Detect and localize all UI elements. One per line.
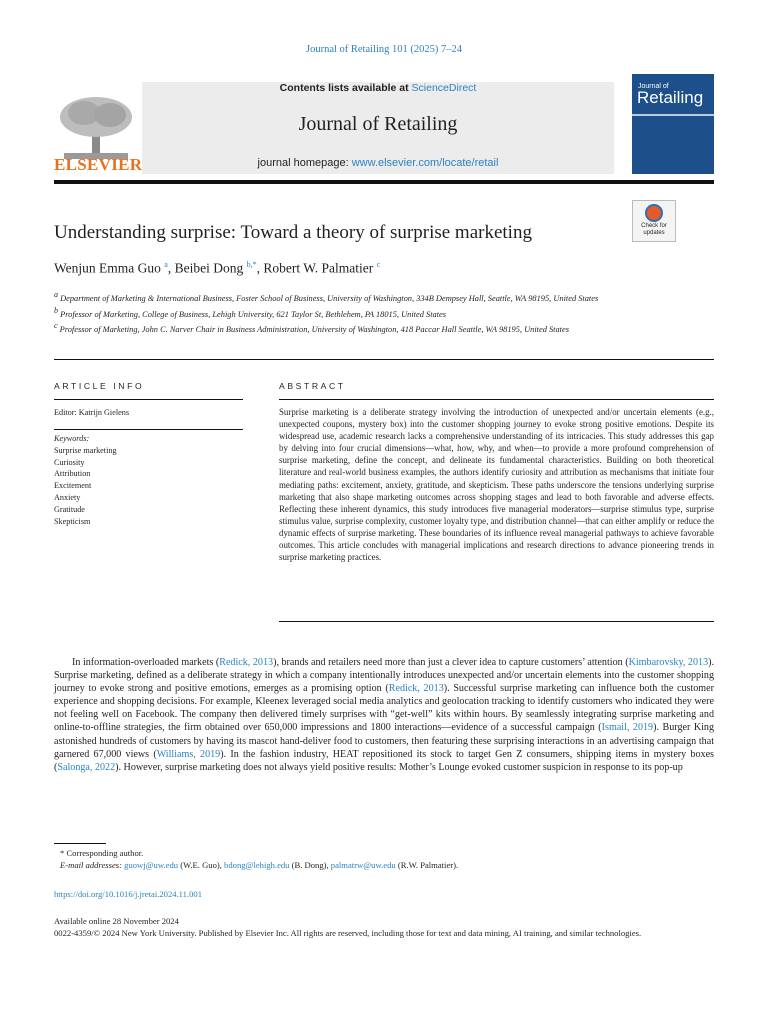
citation-link[interactable]: Redick, 2013 — [388, 683, 444, 695]
keyword: Excitement — [54, 481, 92, 491]
author-affil-marker[interactable]: b,* — [246, 260, 257, 269]
body-text-run: ). In the fashion industry, HEAT repositioned its stock to target Gen Z consumers, shipping items in mystery boxes ( — [54, 748, 714, 773]
cover-stripe — [632, 114, 714, 116]
available-online: Available online 28 November 2024 — [54, 916, 179, 926]
author-affil-marker[interactable]: a — [164, 260, 168, 269]
homepage-prefix: journal homepage: — [257, 157, 352, 169]
journal-header — [142, 82, 614, 174]
email-link[interactable]: palmatrw@uw.edu — [330, 860, 396, 871]
footnote-divider — [54, 843, 106, 844]
homepage-line — [142, 157, 614, 169]
publication-info — [54, 915, 714, 940]
keyword: Attribution — [54, 469, 91, 479]
check-updates-line1: Check for — [641, 223, 667, 229]
publisher-name: ELSEVIER — [54, 155, 143, 174]
citation-link[interactable]: Kimbarovsky, 2013 — [628, 657, 709, 668]
author-list: Wenjun Emma Guo $^a$, Beibei Dong $^{b,*}$, Robert W. Palmatier $^c$ — [54, 260, 381, 276]
author-name[interactable]: Robert W. Palmatier — [263, 260, 374, 276]
author-affil-marker[interactable]: c — [376, 260, 381, 269]
copyright: 0022-4359/© 2024 New York University. Published by Elsevier Inc. All rights are reserved, including those for text and data mining, AI training, and similar technologies. — [54, 928, 642, 939]
body-text-run: ). However, surprise marketing does not always yield positive results: Mother’s Lounge evoked customer suspicion in response to its pop-up — [115, 761, 683, 773]
journal-cover-image[interactable] — [632, 74, 714, 174]
email-label: E-mail addresses: — [60, 860, 122, 871]
abstract-divider — [279, 399, 714, 400]
keyword: Gratitude — [54, 504, 85, 514]
email-owner: (B. Dong) — [291, 860, 327, 871]
author-name[interactable]: Wenjun Emma Guo — [54, 260, 161, 276]
affiliation-text: Department of Marketing & International Business, Foster School of Business, University of Washington, 334B Dempsey Hall, Seattle, WA 98195, United States — [60, 293, 599, 303]
body-text-run: ). Burger King astonished hundreds of customers by having its mascot hand-deliver food to customers, then featuring these surprising interactions in an advertising campaign that garnered 67,000 views ( — [54, 722, 715, 760]
cover-subtitle: Journal of — [638, 83, 669, 90]
affiliation-marker: a — [54, 290, 58, 299]
homepage-link[interactable]: www.elsevier.com/locate/retail — [351, 157, 499, 169]
affiliation — [54, 289, 714, 305]
keyword: Curiosity — [54, 457, 85, 467]
abstract-heading: ABSTRACT — [279, 381, 346, 391]
contents-prefix: Contents lists available at — [279, 82, 412, 94]
affiliations — [54, 289, 714, 336]
citation-link[interactable]: Ismail, 2019 — [601, 722, 654, 734]
affiliation — [54, 305, 714, 321]
journal-reference[interactable]: Journal of Retailing 101 (2025) 7–24 — [305, 44, 463, 55]
keywords-label: Keywords: — [54, 434, 90, 443]
email-owner: (R.W. Palmatier). — [397, 860, 459, 871]
citation-link[interactable]: Williams, 2019 — [156, 748, 221, 760]
doi-link[interactable]: https://doi.org/10.1016/j.jretai.2024.11.001 — [54, 889, 202, 899]
journal-title: Journal of Retailing — [298, 113, 458, 135]
body-text-run: ). Surprise marketing, defined as a deliberate strategy in which a company intentionally introduces unexpected and/or uncertain elements into the customer shopping journey to evoke strong and positive emotions, emerges as a promising option ( — [54, 657, 715, 695]
body-text-run: In information-overloaded markets ( — [72, 657, 220, 668]
sciencedirect-link[interactable]: ScienceDirect — [411, 82, 477, 94]
article-info-heading: ARTICLE INFO — [54, 381, 145, 391]
abstract-text: Surprise marketing is a deliberate strategy involving the introduction of unexpected and/or uncertain elements (e.g., unexpected coupons, mystery box) into the customer shopping journey to evoke strong positive emotions. Despite its widespread use, academic research lacks a comprehensive understanding of its intricacies. This study addresses this gap by delving into four crucial dimensions—what, how, why, and when—to provide a more profound comprehension of surprise marketing, define the concept, and delineate its fundamental characteristics. Building on both theoretical literature and real-world business examples, the authors identify curiosity and attribution as mechanisms that initiate four mediating paths: excitement, anxiety, gratitude, and skepticism. These paths underscore the tensions underlying surprise marketing that also shape marketing outcomes across shopping stages and lead to both favorable and adverse effects. Reflecting these inherent dynamics, this study introduces five managerial moderators—surprise stimulus type, surprise stimulus value, surprise complexity, customer loyalty type, and distribution channel—that can either amplify or reduce the dynamic effects of surprise marketing. These boundaries of its influence reveal managerial pathways to achieve favorable outcomes. This article concludes with managerial implications and research directions to advance pioneering trends in surprise marketing practices. — [279, 407, 714, 563]
corresponding-note: * Corresponding author. — [60, 848, 144, 858]
bookmark-icon — [645, 204, 663, 222]
section-divider — [54, 359, 714, 360]
body-text-run: ), brands and retailers need more than just a clever idea to capture customers’ attention ( — [273, 657, 629, 668]
editor-line: Editor: Katrijn Gielens — [54, 408, 130, 417]
abstract-divider — [279, 621, 714, 622]
check-for-updates-button[interactable] — [632, 200, 676, 242]
author-name[interactable]: Beibei Dong — [174, 260, 244, 276]
affiliation-text: Professor of Marketing, College of Business, Lehigh University, 621 Taylor St, Bethlehem, PA 18015, United States — [60, 309, 447, 319]
footnotes — [60, 847, 458, 872]
header-divider — [54, 180, 714, 184]
info-divider — [54, 429, 243, 430]
citation-link[interactable]: Redick, 2013 — [219, 657, 274, 668]
cover-title: Retailing — [637, 88, 704, 107]
keyword: Anxiety — [54, 492, 81, 502]
keywords-list — [54, 433, 117, 527]
affiliation-text: Professor of Marketing, John C. Narver Chair in Business Administration, University of Washington, 418 Paccar Hall Seattle, WA 98195, United States — [59, 324, 569, 334]
affiliation — [54, 320, 714, 336]
keyword: Surprise marketing — [54, 445, 117, 455]
body-text-run: ). Successful surprise marketing can influence both the customer experience and shopping decisions. For example, Kleenex leveraged social media analytics and geolocation tracking to identify customers who indicated they were not feeling well on Facebook. The company then delivered timely surprises with “get-well” kits within hours. By seamlessly integrating surprise marketing and online-to-offline strategies, the firm obtained over 650,000 impressions and 1800 interactions—evidence of a successful campaign ( — [54, 683, 715, 734]
keyword: Skepticism — [54, 516, 91, 526]
email-line: E-mail addresses: guowj@uw.edu (W.E. Guo), bdong@lehigh.edu (B. Dong), palmatrw@uw.edu (R.W. Palmatier). — [60, 860, 459, 871]
affiliation-marker: b — [54, 305, 58, 315]
citation-link[interactable]: Salonga, 2022 — [57, 761, 116, 773]
email-link[interactable]: guowj@uw.edu — [124, 860, 179, 871]
corresponding-text: Corresponding author. — [66, 848, 144, 858]
email-owner: (W.E. Guo) — [180, 860, 220, 871]
check-updates-line2: updates — [643, 230, 665, 236]
body-paragraph — [54, 656, 714, 774]
article-title: Understanding surprise: Toward a theory of surprise marketing — [54, 222, 532, 243]
email-link[interactable]: bdong@lehigh.edu — [224, 860, 290, 871]
contents-line — [142, 82, 614, 94]
info-divider — [54, 399, 243, 400]
affiliation-marker: c — [54, 321, 58, 331]
